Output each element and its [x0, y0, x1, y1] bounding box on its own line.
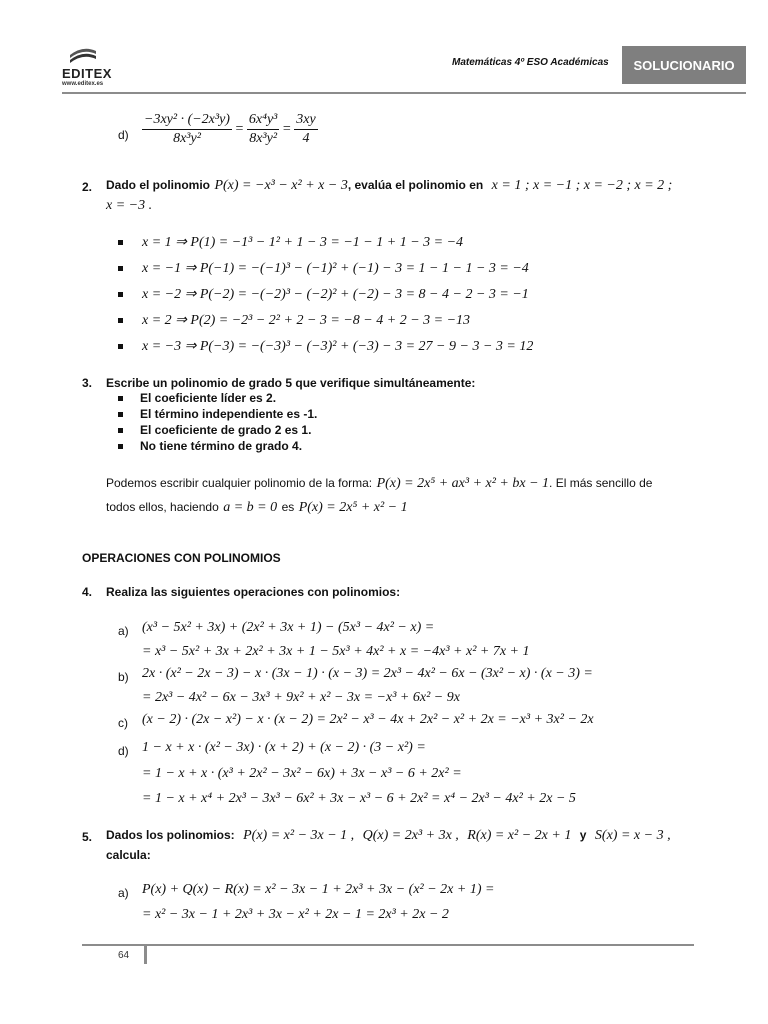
bullet	[118, 412, 123, 417]
operation-line: P(x) + Q(x) − R(x) = x² − 3x − 1 + 2x³ + 3x − (x² − 2x + 1) =	[142, 882, 495, 897]
operation-line: = x² − 3x − 1 + 2x³ + 3x − x² + 2x − 1 = 2x³ + 2x − 2	[142, 907, 449, 922]
header-title: Matemáticas 4º ESO Académicas	[452, 57, 609, 68]
operation-line: = 1 − x + x⁴ + 2x³ − 3x³ − 6x² + 3x − x³ − 6 + 2x² = x⁴ − 2x³ − 4x² + 2x − 5	[142, 791, 576, 806]
fraction-3: $\frac{3xy}{4}$	[296, 112, 316, 146]
editex-logo	[62, 46, 122, 90]
exercise-4-title: Realiza las siguientes operaciones con polinomios:	[106, 585, 401, 599]
fraction-2: $\frac{\text{6x⁴y³}}{\text{8x³y²}}$	[248, 112, 278, 146]
exercise-2-statement: Dado el polinomio P(x) = −x³ − x² + x − 3, evalúa el polinomio en x = 1 ; x = −1 ; x = −2 ; x = 2 ;	[106, 178, 673, 193]
page-number: 64	[118, 950, 130, 961]
footer-divider	[82, 944, 694, 946]
book-stack-icon	[68, 46, 98, 66]
bullet	[118, 318, 123, 323]
item-label: a)	[118, 886, 129, 900]
operation-line: (x³ − 5x² + 3x) + (2x² + 3x + 1) − (5x³ − 4x² − x) =	[142, 620, 435, 635]
operation-line: = 2x³ − 4x² − 6x − 3x³ + 9x² + x² − 3x = −x³ + 6x² − 9x	[142, 690, 460, 705]
condition-item: El término independiente es -1.	[140, 407, 318, 421]
bullet	[118, 444, 123, 449]
exercise-number: 2.	[82, 180, 93, 194]
operation-line: (x − 2) · (2x − x²) − x · (x − 2) = 2x² − x³ − 4x + 2x² − x² + 2x = −x³ + 3x² − 2x	[142, 712, 594, 727]
evaluation-result: x = −3 ⇒ P(−3) = −(−3)³ − (−3)² + (−3) − 3 = 27 − 9 − 3 − 3 = 12	[142, 339, 534, 354]
bullet	[118, 240, 123, 245]
item-label: a)	[118, 624, 129, 638]
section-title: OPERACIONES CON POLINOMIOS	[82, 551, 281, 565]
bullet	[118, 344, 123, 349]
exercise-2-points-continued: x = −3 .	[106, 198, 153, 213]
solucionario-badge: SOLUCIONARIO	[622, 46, 746, 84]
footer-page-marker	[144, 944, 147, 964]
bullet	[118, 292, 123, 297]
fraction-expression: $\frac{\text{−3xy² · (−2x³y)}}{\text{8x³y²}}$ = $\frac{\text{6x⁴y³}}{\text{8x³y²}}$ = $\frac{3xy}{4}$	[144, 112, 316, 146]
operation-line: 1 − x + x · (x² − 3x) · (x + 2) + (x − 2) · (3 − x²) =	[142, 740, 426, 755]
exercise-5-statement: Dados los polinomios: P(x) = x² − 3x − 1 , Q(x) = 2x³ + 3x , R(x) = x² − 2x + 1 y S(x) = x − 3 ,	[106, 828, 671, 843]
logo-url: www.editex.es	[62, 81, 104, 87]
logo-text: EDITEX	[62, 66, 112, 81]
operation-line: = x³ − 5x² + 3x + 2x² + 3x + 1 − 5x³ + 4x² + x = −4x³ + x² + 7x + 1	[142, 644, 530, 659]
exercise-3-answer-line1: Podemos escribir cualquier polinomio de la forma: P(x) = 2x⁵ + ax³ + x² + bx − 1. El más sencillo de	[106, 476, 653, 491]
operation-line: = 1 − x + x · (x³ + 2x² − 3x² − 6x) + 3x − x³ − 6 + 2x² =	[142, 766, 462, 781]
evaluation-result: x = −2 ⇒ P(−2) = −(−2)³ − (−2)² + (−2) − 3 = 8 − 4 − 2 − 3 = −1	[142, 287, 529, 302]
condition-item: El coeficiente líder es 2.	[140, 391, 277, 405]
item-label: d)	[118, 128, 129, 142]
condition-item: No tiene término de grado 4.	[140, 439, 303, 453]
exercise-number: 5.	[82, 830, 93, 844]
exercise-5-calcula: calcula:	[106, 848, 151, 862]
evaluation-result: x = 2 ⇒ P(2) = −2³ − 2² + 2 − 3 = −8 − 4 + 2 − 3 = −13	[142, 313, 471, 328]
bullet	[118, 396, 123, 401]
exercise-3-answer-line2: todos ellos, haciendo a = b = 0 es P(x) = 2x⁵ + x² − 1	[106, 500, 408, 515]
operation-line: 2x · (x² − 2x − 3) − x · (3x − 1) · (x − 3) = 2x³ − 4x² − 6x − (3x² − x) · (x − 3) =	[142, 666, 593, 681]
evaluation-result: x = −1 ⇒ P(−1) = −(−1)³ − (−1)² + (−1) − 3 = 1 − 1 − 1 − 3 = −4	[142, 261, 529, 276]
bullet	[118, 428, 123, 433]
condition-item: El coeficiente de grado 2 es 1.	[140, 423, 312, 437]
exercise-number: 3.	[82, 376, 93, 390]
item-label: c)	[118, 716, 128, 730]
item-label: b)	[118, 670, 129, 684]
exercise-3-title: Escribe un polinomio de grado 5 que verifique simultáneamente:	[106, 376, 476, 390]
exercise-number: 4.	[82, 585, 93, 599]
item-label: d)	[118, 744, 129, 758]
header-divider	[62, 92, 746, 94]
evaluation-result: x = 1 ⇒ P(1) = −1³ − 1² + 1 − 3 = −1 − 1 + 1 − 3 = −4	[142, 235, 464, 250]
bullet	[118, 266, 123, 271]
fraction-1: $\frac{\text{−3xy² · (−2x³y)}}{\text{8x³y²}}$	[144, 112, 230, 146]
